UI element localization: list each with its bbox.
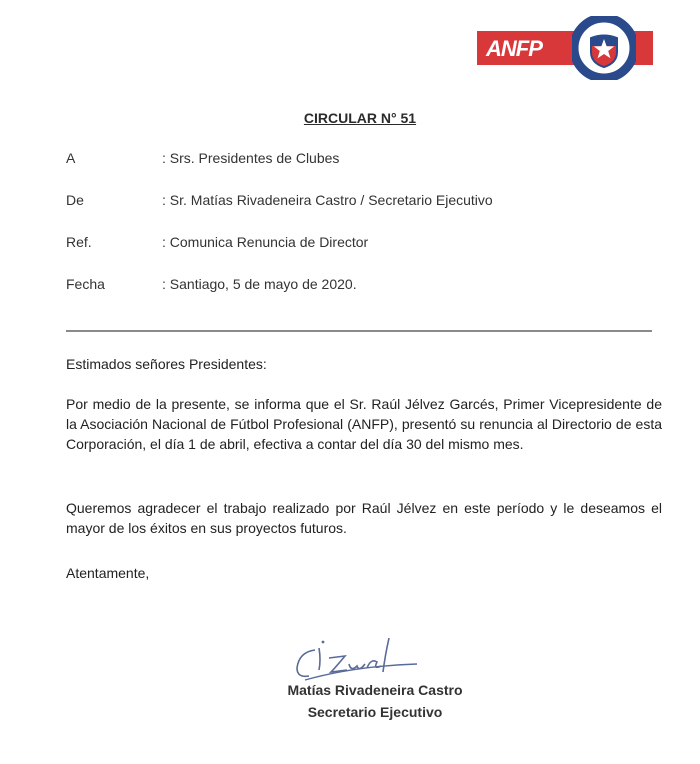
header-label: De: [66, 192, 84, 208]
closing: Atentamente,: [66, 565, 150, 581]
header-label: Ref.: [66, 234, 92, 250]
circular-title: CIRCULAR N° 51: [303, 110, 417, 126]
header-value: : Santiago, 5 de mayo de 2020.: [162, 276, 357, 292]
body-paragraph-2: Queremos agradecer el trabajo realizado por Raúl Jélvez en este período y le deseamos el mayor de los éxitos en sus proyectos futuros.: [66, 500, 662, 536]
header-value: : Srs. Presidentes de Clubes: [162, 150, 340, 166]
signature-block: [250, 620, 500, 730]
header-value: : Sr. Matías Rivadeneira Castro / Secretario Ejecutivo: [162, 192, 493, 208]
anfp-logo: [474, 16, 660, 78]
header-label: Fecha: [66, 276, 105, 292]
handwritten-signature: [285, 628, 425, 688]
body-paragraph-1: Por medio de la presente, se informa que el Sr. Raúl Jélvez Garcés, Primer Vicepresidente de la Asociación Nacional de Fútbol Profesional (ANFP), presentó su renuncia al Directorio de esta Corporación, el día 1 de abril, efectiva a contar del día 30 del mismo mes.: [66, 396, 662, 452]
logo-brand-text: ANFP: [486, 36, 542, 61]
star-shield-icon: [572, 16, 636, 80]
signatory-title: Secretario Ejecutivo: [307, 704, 443, 720]
header-label: A: [66, 150, 76, 166]
header-value: : Comunica Renuncia de Director: [162, 234, 369, 250]
signatory-name: Matías Rivadeneira Castro: [287, 682, 463, 698]
header-divider: [66, 330, 652, 332]
greeting: Estimados señores Presidentes:: [66, 356, 267, 372]
